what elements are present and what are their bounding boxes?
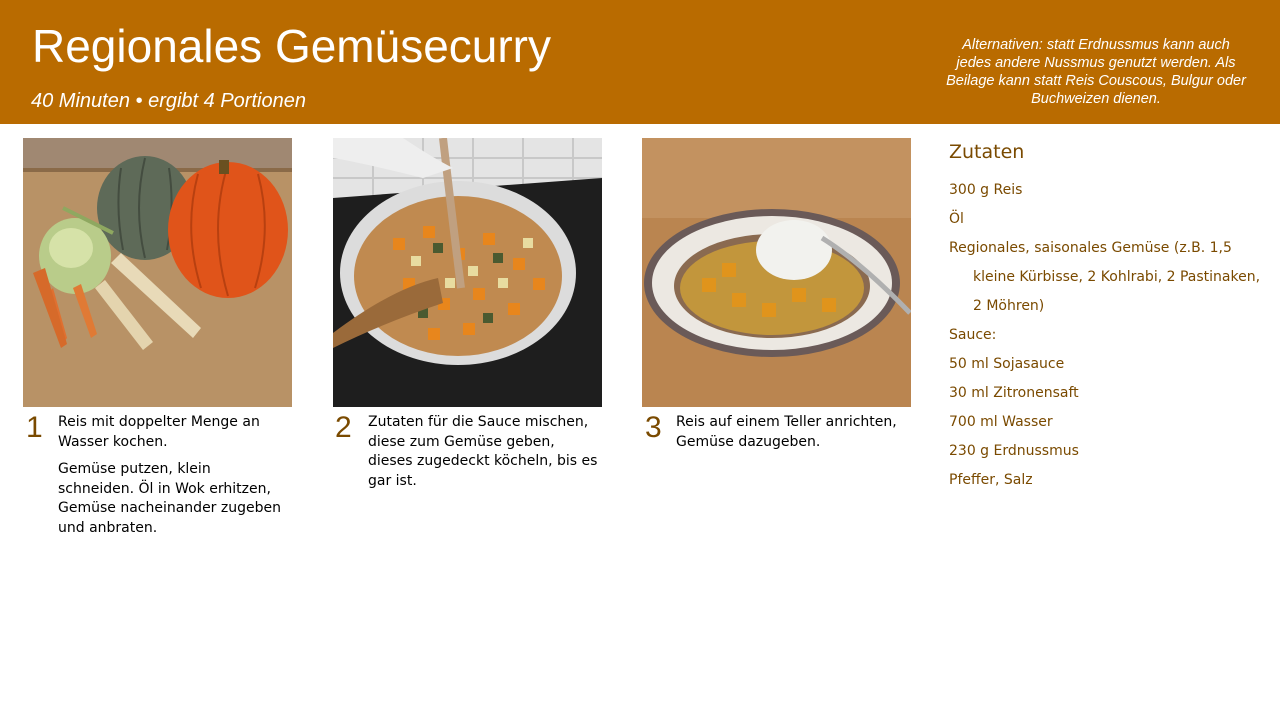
photo-plated-curry [642, 138, 911, 407]
step-3-number: 3 [645, 411, 662, 444]
ingredient-item: Regionales, saisonales Gemüse (z.B. 1,5 kleine Kürbisse, 2 Kohlrabi, 2 Pastinaken, 2 Möhren) [949, 240, 1261, 314]
ingredient-item: Sauce: [949, 327, 997, 343]
step-3-text [676, 413, 906, 460]
ingredient-item: 30 ml Zitronensaft [949, 385, 1079, 401]
step-2-number: 2 [335, 411, 352, 444]
photo-pan-sauce [333, 138, 602, 407]
ingredient-item: Pfeffer, Salz [949, 472, 1033, 488]
step-2-paragraph-1: Zutaten für die Sauce mischen, diese zum Gemüse geben, dieses zugedeckt köcheln, bis es gar ist. [368, 414, 598, 489]
ingredient-item: 230 g Erdnussmus [949, 443, 1079, 459]
recipe-subtitle: 40 Minuten • ergibt 4 Portionen [31, 90, 306, 112]
recipe-title: Regionales Gemüsecurry [32, 20, 552, 72]
ingredients-list [949, 176, 1269, 495]
ingredient-item: 700 ml Wasser [949, 414, 1053, 430]
step-1-text [58, 413, 288, 546]
ingredients-title: Zutaten [949, 141, 1025, 163]
step-1-number: 1 [26, 411, 43, 444]
header-banner [0, 0, 1280, 124]
step-3-paragraph-1: Reis auf einem Teller anrichten, Gemüse dazugeben. [676, 414, 897, 450]
step-1-paragraph-1: Reis mit doppelter Menge an Wasser kochen. [58, 414, 260, 450]
ingredient-item: Öl [949, 211, 964, 227]
ingredient-item: 50 ml Sojasauce [949, 356, 1065, 372]
alternatives-note: Alternativen: statt Erdnussmus kann auch jedes andere Nussmus genutzt werden. Als Beilage kann statt Reis Couscous, Bulgur oder Buchweizen dienen. [946, 37, 1246, 107]
step-2-text [368, 413, 598, 499]
photo-vegetables [23, 138, 292, 407]
step-1-paragraph-2: Gemüse putzen, klein schneiden. Öl in Wok erhitzen, Gemüse nacheinander zugeben und anbraten. [58, 461, 281, 536]
ingredient-item: 300 g Reis [949, 182, 1023, 198]
